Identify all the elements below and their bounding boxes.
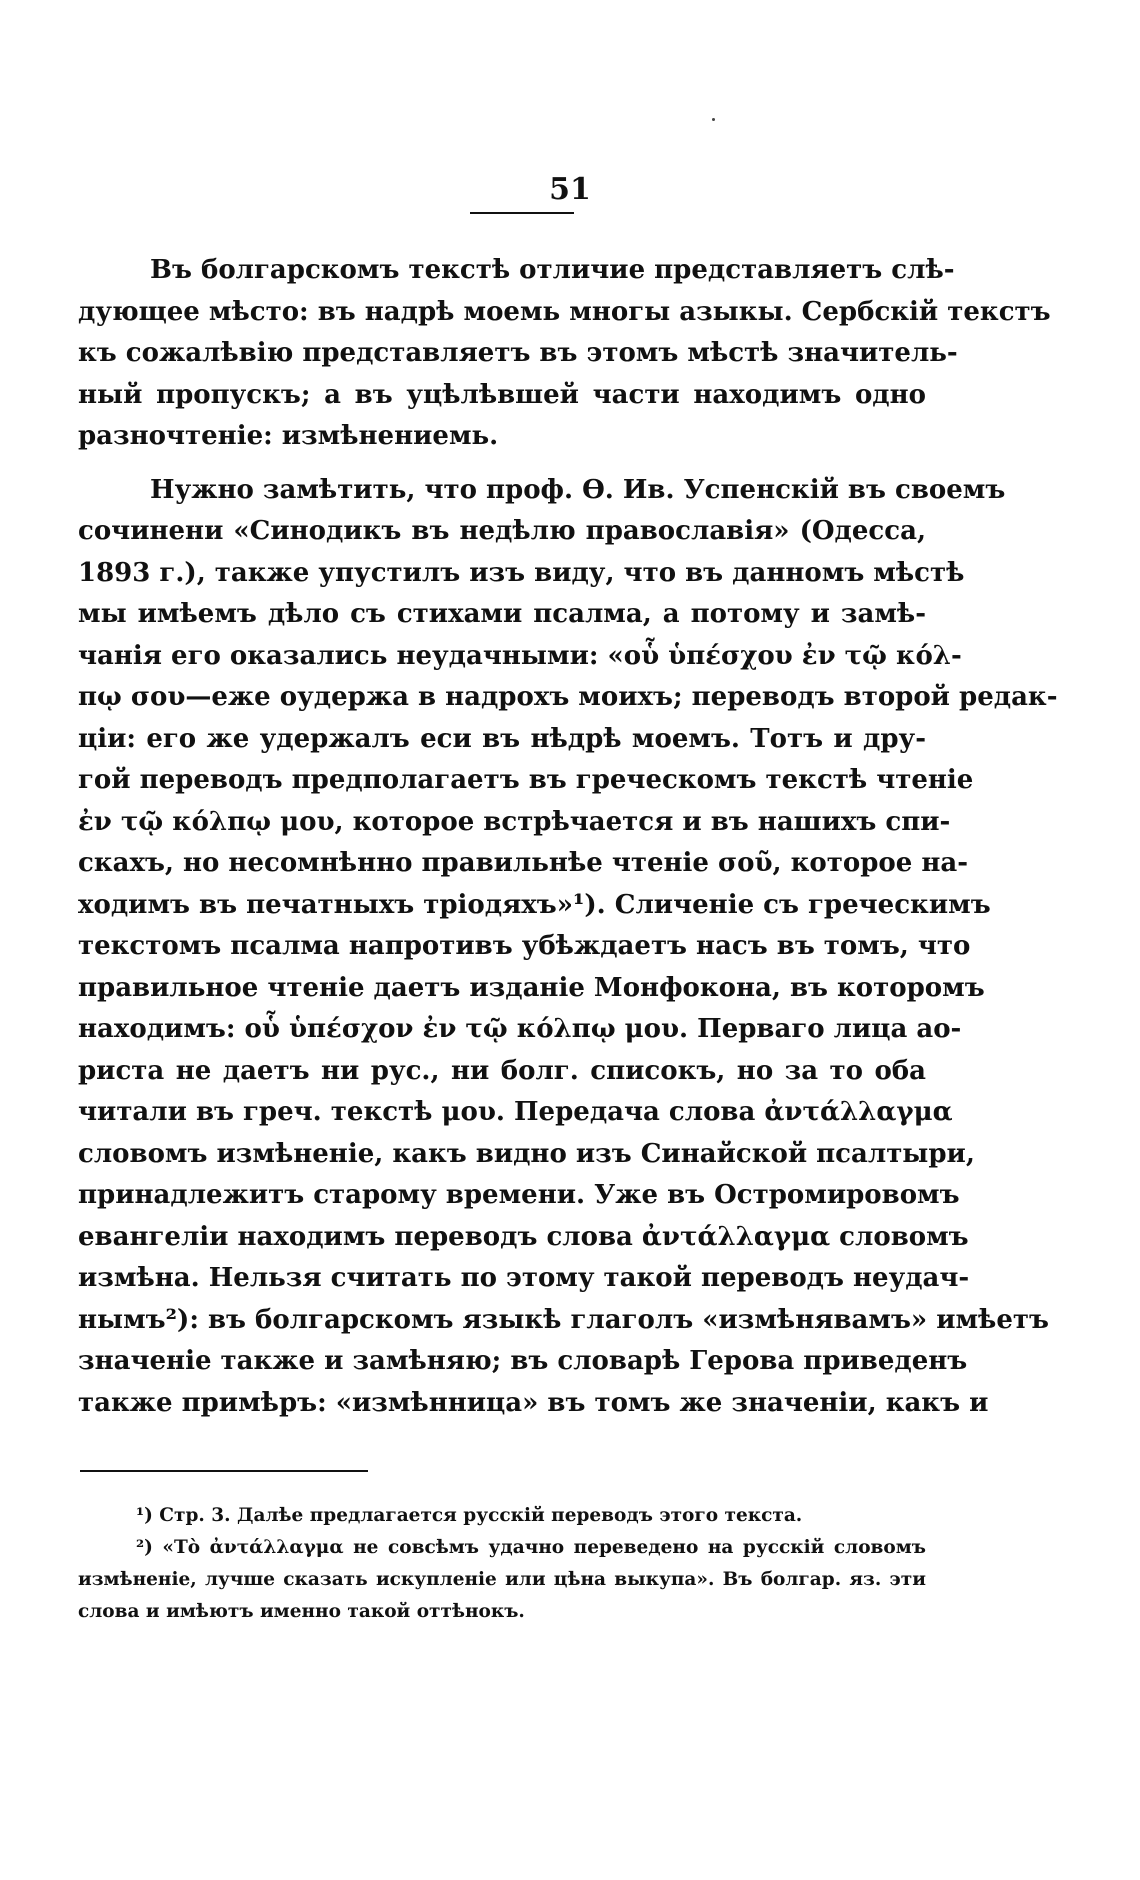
footnote <box>78 1500 926 1532</box>
text-line: нымъ²): въ болгарскомъ языкѣ глаголъ «измѣнявамъ» имѣетъ <box>78 1304 1049 1335</box>
footnote <box>78 1532 926 1628</box>
footnote-line: ²) «Τὸ ἀντάλλαγμα не совсѣмъ удачно переведено на русскій словомъ <box>136 1537 926 1558</box>
text-line: ціи: его же удержалъ еси въ нѣдрѣ моемъ. Тотъ и дру- <box>78 723 926 754</box>
paragraph <box>78 470 1058 1425</box>
text-line: ный пропускъ; а въ уцѣлѣвшей части находимъ одно <box>78 379 926 410</box>
text-line: измѣна. Нельзя считать по этому такой переводъ неудач- <box>78 1263 970 1293</box>
text-line: также примѣръ: «измѣнница» въ томъ же значеніи, какъ и <box>78 1387 989 1418</box>
text-line: словомъ измѣненіе, какъ видно изъ Синайской псалтыри, <box>78 1138 975 1169</box>
text-line: чанія его оказались неудачными: «οὗ ὑπέσχου ἐν τῷ κόλ- <box>78 640 962 671</box>
text-line: риста не даетъ ни рус., ни болг. списокъ, но за то оба <box>78 1055 926 1086</box>
text-line: 1893 г.), также упустилъ изъ виду, что въ данномъ мѣстѣ <box>78 557 965 588</box>
footnote-rule <box>80 1470 368 1472</box>
text-line: къ сожалѣвію представляетъ въ этомъ мѣстѣ значитель- <box>78 338 958 368</box>
text-line: ходимъ въ печатныхъ тріодяхъ»¹). Сличеніе съ греческимъ <box>78 889 991 920</box>
paragraph <box>78 250 1051 458</box>
text-line: читали въ греч. текстѣ μου. Передача слова ἀντάλλαγμα <box>78 1097 953 1127</box>
text-line: находимъ: οὗ ὑπέσχον ἐν τῷ κόλπῳ μου. Перваго лица ао- <box>78 1014 962 1044</box>
text-line: Въ болгарскомъ текстѣ отличие представляетъ слѣ- <box>150 255 955 285</box>
page-number: 51 <box>549 172 591 207</box>
scan-speck <box>712 118 715 121</box>
text-line: правильное чтеніе даетъ изданіе Монфокона, въ которомъ <box>78 972 985 1003</box>
text-line: евангеліи находимъ переводъ слова ἀντάλλαγμα словомъ <box>78 1221 969 1252</box>
footnote-line: измѣненіе, лучше сказать искупленіе или цѣна выкупа». Въ болгар. яз. эти <box>78 1569 926 1590</box>
text-line: разночтеніе: измѣнениемь. <box>78 421 499 451</box>
text-line: текстомъ псалма напротивъ убѣждаетъ насъ въ томъ, что <box>78 931 971 961</box>
body-text <box>78 250 1058 1424</box>
text-line: мы имѣемъ дѣло съ стихами псалма, а потому и замѣ- <box>78 599 926 629</box>
text-line: πῳ σου—еже оудержа в надроxъ моихъ; переводъ второй редак- <box>78 682 1058 712</box>
text-line: Нужно замѣтить, что проф. Ѳ. Ив. Успенскій въ своемъ <box>150 474 1006 505</box>
footnote-line: ¹) Стр. 3. Далѣе предлагается русскій переводъ этого текста. <box>136 1505 803 1526</box>
text-line: ἐν τῷ κόλπῳ μου, которое встрѣчается и въ нашихъ спи- <box>78 806 951 837</box>
text-line: принадлежитъ старому времени. Уже въ Остромировомъ <box>78 1180 960 1210</box>
footnotes <box>78 1500 926 1628</box>
text-line: гой переводъ предполагаетъ въ греческомъ текстѣ чтеніе <box>78 765 974 795</box>
text-line: скахъ, но несомнѣнно правильнѣе чтеніе σοῦ, которое на- <box>78 848 969 878</box>
page-number-rule <box>470 212 574 214</box>
text-line: сочинени «Синодикъ въ недѣлю православія» (Одесса, <box>78 516 926 546</box>
footnote-line: слова и имѣютъ именно такой оттѣнокъ. <box>78 1601 525 1622</box>
text-line: значеніе также и замѣняю; въ словарѣ Герова приведенъ <box>78 1346 968 1376</box>
text-line: дующее мѣсто: въ надрѣ моемь многы азыкы. Сербскій текстъ <box>78 296 1051 327</box>
